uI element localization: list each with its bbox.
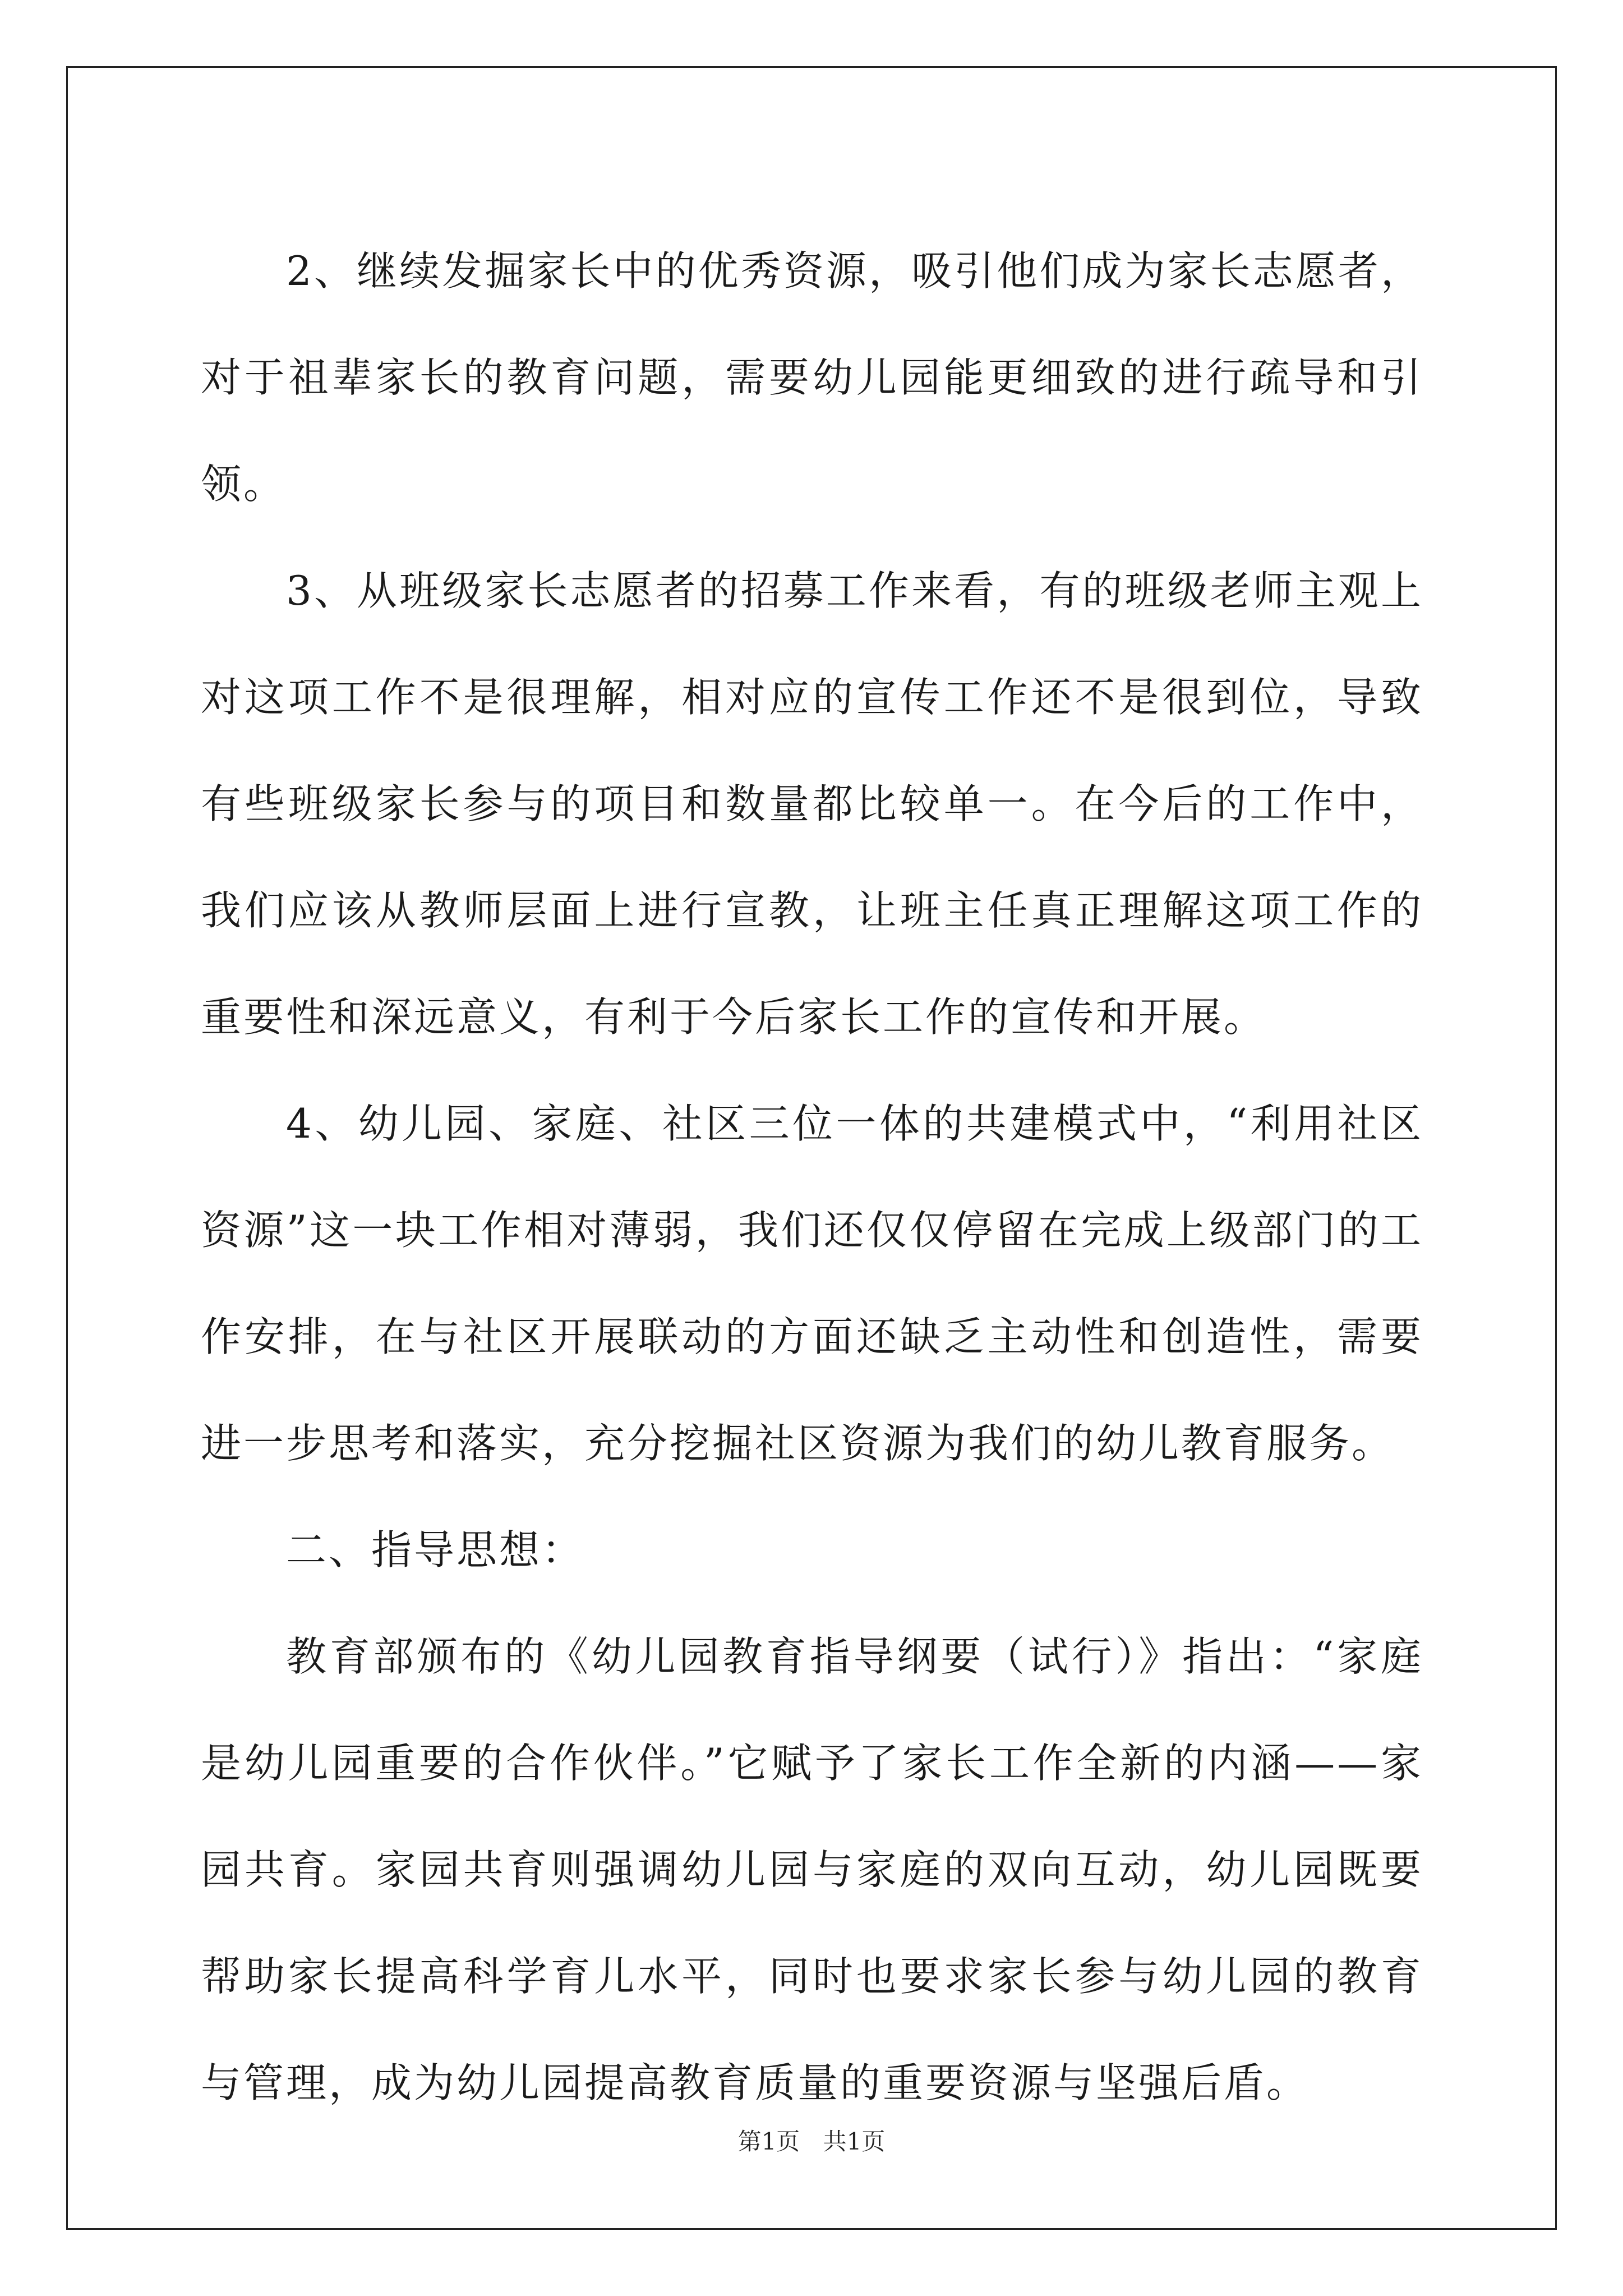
total-pages: 共1页 (823, 2128, 886, 2155)
page-number: 第1页 (737, 2128, 800, 2155)
paragraph-item-2: 2、继续发掘家长中的优秀资源，吸引他们成为家长志愿者，对于祖辈家长的教育问题，需要幼儿园能更细致的进行疏导和引领。 (201, 247, 1423, 508)
paragraph-guiding-thought: 教育部颁布的《幼儿园教育指导纲要（试行）》指出：“家庭是幼儿园重要的合作伙伴。”它赋予了家长工作全新的内涵——家园共育。家园共育则强调幼儿园与家庭的双向互动，幼儿园既要帮助家长提高科学育儿水平，同时也要求家长参与幼儿园的教育与管理，成为幼儿园提高教育质量的重要资源与坚强后盾。 (201, 1633, 1423, 2106)
paragraph-item-4: 4、幼儿园、家庭、社区三位一体的共建模式中，“利用社区资源”这一块工作相对薄弱，我们还仅仅停留在完成上级部门的工作安排，在与社区开展联动的方面还缺乏主动性和创造性，需要进一步思考和落实，充分挖掘社区资源为我们的幼儿教育服务。 (201, 1100, 1423, 1467)
document-body (201, 218, 1423, 2136)
page-footer (0, 2125, 1623, 2159)
section-heading-guiding-thought: 二、指导思想： (286, 1526, 585, 1573)
paragraph-item-3: 3、从班级家长志愿者的招募工作来看，有的班级老师主观上对这项工作不是很理解，相对应的宣传工作还不是很到位，导致有些班级家长参与的项目和数量都比较单一。在今后的工作中，我们应该从教师层面上进行宣教，让班主任真正理解这项工作的重要性和深远意义，有利于今后家长工作的宣传和开展。 (201, 567, 1423, 1041)
